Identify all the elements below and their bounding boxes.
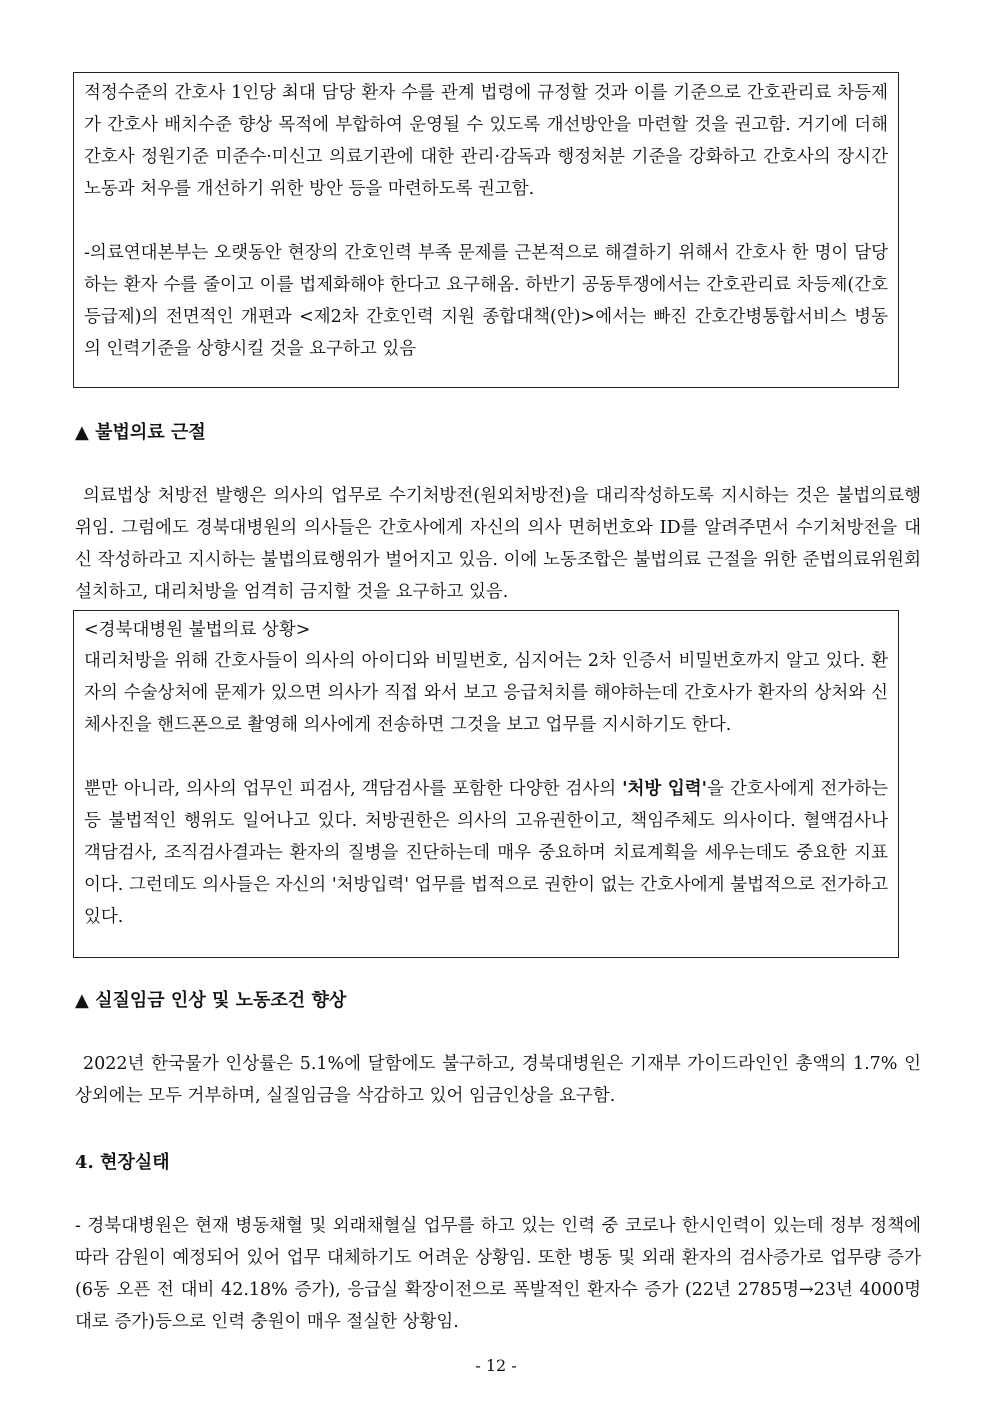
illegal-medical-status-box [73,610,899,958]
section-heading-field-status: 4. 현장실태 [75,1152,170,1173]
emphasis-prescription-input: '처방 입력' [622,779,708,799]
field-status-paragraph: - 경북대병원은 현재 병동채혈 및 외래채혈실 업무를 하고 있는 인력 중 코로나 한시인력이 있는데 정부 정책에 따라 감원이 예정되어 있어 업무 대체하기도 어려운 상황임. 또한 병동 및 외래 환자의 검사증가로 업무량 증가 (6동 오픈 전 대비 42.18% 증가), 응급실 확장이전으로 폭발적인 환자수 증가 (22년 2785명→23년 4000명대로 증가)등으로 인력 충원이 매우 절실한 상황임. [75,1216,921,1332]
wage-paragraph: 2022년 한국물가 인상률은 5.1%에 달함에도 불구하고, 경북대병원은 기재부 가이드라인인 총액의 1.7% 인상외에는 모두 거부하며, 실질임금을 삭감하고 있어 임금인상을 요구함. [75,1054,921,1106]
section-heading-illegal-medical: ▲ 불법의료 근절 [75,422,206,443]
recommendation-paragraph: 적정수준의 간호사 1인당 최대 담당 환자 수를 관계 법령에 규정할 것과 이를 기준으로 간호관리료 차등제가 간호사 배치수준 향상 목적에 부합하여 운영될 수 있도록 개선방안을 마련할 것을 권고함. 거기에 더해 간호사 정원기준 미준수·미신고 의료기관에 대한 관리·감독과 행정처분 기준을 강화하고 간호사의 장시간 노동과 처우를 개선하기 위한 방안 등을 마련하도록 권고함. [84,83,888,199]
union-demand-paragraph: -의료연대본부는 오랫동안 현장의 간호인력 부족 문제를 근본적으로 해결하기 위해서 간호사 한 명이 담당하는 환자 수를 줄이고 이를 법제화해야 한다고 요구해옴. 하반기 공동투쟁에서는 간호관리료 차등제(간호등급제)의 전면적인 개편과 <제2차 간호인력 지원 종합대책(안)>에서는 빠진 간호간병통합서비스 병동의 인력기준을 상향시킬 것을 요구하고 있음 [84,243,888,359]
section-heading-wage: ▲ 실질임금 인상 및 노동조건 향상 [75,990,347,1011]
page-number: - 12 - [475,1356,517,1375]
box-title: <경북대병원 불법의료 상황> [84,620,311,640]
status-paragraph-1: 대리처방을 위해 간호사들이 의사의 아이디와 비밀번호, 심지어는 2차 인증서 비밀번호까지 알고 있다. 환자의 수술상처에 문제가 있으면 의사가 직접 와서 보고 응급처치를 해야하는데 간호사가 환자의 상처와 신체사진을 핸드폰으로 촬영해 의사에게 전송하면 그것을 보고 업무를 지시하기도 한다. [84,651,888,735]
recommendation-box [73,72,899,388]
status-paragraph-2: 뿐만 아니라, 의사의 업무인 피검사, 객담검사를 포함한 다양한 검사의 '처방 입력'을 간호사에게 전가하는 등 불법적인 행위도 일어나고 있다. 처방권한은 의사의 고유권한이고, 책임주체도 의사이다. 혈액검사나 객담검사, 조직검사결과는 환자의 질병을 진단하는데 매우 중요하며 치료계획을 세우는데도 중요한 지표이다. 그런데도 의사들은 자신의 '처방입력' 업무를 법적으로 권한이 없는 간호사에게 불법적으로 전가하고 있다. [84,779,888,927]
illegal-medical-paragraph: 의료법상 처방전 발행은 의사의 업무로 수기처방전(원외처방전)을 대리작성하도록 지시하는 것은 불법의료행위임. 그럼에도 경북대병원의 의사들은 간호사에게 자신의 의사 면허번호와 ID를 알려주면서 수기처방전을 대신 작성하라고 지시하는 불법의료행위가 벌어지고 있음. 이에 노동조합은 불법의료 근절을 위한 준법의료위원회 설치하고, 대리처방을 엄격히 금지할 것을 요구하고 있음. [75,486,921,602]
